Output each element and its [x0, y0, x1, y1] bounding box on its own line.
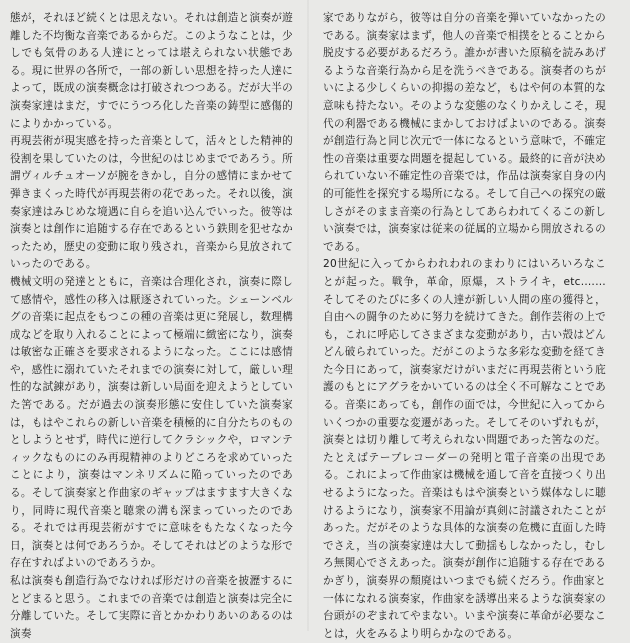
paragraph: 再現芸術が現実感を持った音楽として，活々とした精神的役割を果していたのは，今世紀のはじめまでであろう。所謂ヴィルチュオーソが腕をきかし，自分の感情にまかせて弾きまくった時代が再現芸術の花であった。それ以後，演奏家達はみじめな境遇に自らを追い込んでいった。彼等は演奏とは創作に追随する存在であるという鉄則を犯せなかったため，歴史の変動に取り残され，音楽から見放されていったのである。 — [10, 135, 293, 271]
paragraph: 私は演奏も創造行為でなければ形だけの音楽を披瀝するにとどまると思う。これまでの音楽では創造と演奏は完全に分離していた。そして実際に音とかかわりあいのあるのは演奏 — [10, 575, 293, 640]
right-text-column — [323, 10, 617, 643]
paragraph: 20世紀に入ってからわれわれのまわりにはいろいろなことが起った。戦争，革命，原爆，ストライキ，etc.…… そしてそのたびに多くの人達が新しい人間の座の獲得と，自由への闘争のために努力を続けてきた。創作芸術の上でも，これに呼応してさまざまな変動があり，古い殻はどんどん破られていった。だがこのような多彩な変動を経てきた今日にあって，演奏家だけがいまだに再現芸術という庇護のもとにアグラをかいているのは全く不可解なことである。音楽にあっても，創作の面では，今世紀に入ってからいくつかの重要な変遷があった。そしてそのいずれもが，演奏とは切り離して考えられない問題であった筈なのだ。たとえばテープレコーダーの発明と電子音楽の出現である。これによって作曲家は機械を通して音を直接つくり出せるようになった。音楽はもはや演奏という媒体なしに聴けるようになり，演奏家不用論が真剣に討議されたことがあった。だがそのような具体的な演奏の危機に直面した時でさえ，当の演奏家達は大して動揺もしなかったし，むしろ無関心でさえあった。演奏が創作に追随する存在であるかぎり，演奏界の頽廃はいつまでも続くだろう。作曲家と一体になれる演奏家，作曲家を誘導出来るような演奏家の台頭がのぞまれてやまない。いまや演奏に革命が必要なことは，火をみるより明らかなのである。 — [323, 258, 617, 640]
paragraph: 家でありながら，彼等は自分の音楽を弾いていなかったのである。演奏家はまず，他人の音楽で相撲をとることから脱皮する必要があるだろう。誰かが書いた原稿を読みあげるような音楽行為から足を洗うべきである。演奏者のちがいによる少しくらいの抑揚の差など，もはや何の本質的な意味も持たない。そのような変態のなくりかえしこそ，現代の利器である機械にまかしておけばよいのである。演奏が創造行為と同じ次元で一体になるという意味で，不確定性の音楽は重要な問題を提起している。最終的に音が決められていない不確定性の音楽では，作品は演奏家自身の内的可能性を探究する場所になる。そして自己への探究の厳しさがそのまま音楽の行為としてあらわれてくるこの新しい演奏では，演奏家は従来の従属的立場から開放されるのである。 — [323, 12, 606, 253]
page-gutter — [307, 0, 309, 631]
paragraph: 機械文明の発達とともに，音楽は合理化され，演奏に際して感情や，感性の移入は厭逐されていった。シェーンベルグの音楽に起点をもつこの種の音楽は更に発展し，数理構成などを取り入れることによって極端に緻密になり，演奏は敏密な正確さを要求されるようになった。ここには感情や，感性に溺れていたそれまでの演奏に対して，厳しい理性的な試錬があり，演奏は新しい局面を迎えようとしていた筈である。だが過去の演奏形態に安住していた演奏家は，もはやこれらの新しい音楽を積極的に自分たちのものとしようとせず，時代に逆行してクラシックや，ロマンティックなものにのみ再現精神のよりどころを求めていったことにより，演奏はマンネリズムに陥っていったのである。そして演奏家と作曲家のギャップはますます大きくなり，同時に現代音楽と聴衆の溝も深まっていったのである。それでは再現芸術がすでに意味をもたなくなった今日，演奏とは何であろうか。そしてそれはどのような形で存在すればよいのであろうか。 — [10, 275, 293, 570]
left-text-column — [10, 10, 293, 643]
paragraph: 態が，それほど続くとは思えない。それは創造と演奏が遊離した不均衡な音楽であるからだ。このようなことは，少しでも気骨のある人達にとっては堪えられない状態である。現に世界の各所で，一部の新しい思想を持った人達によって，既成の演奏概念は打破されつつある。だが大半の演奏家達はまだ，すでにうつろ化した音楽の鋳型に感傷的によりかかっている。 — [10, 12, 293, 130]
